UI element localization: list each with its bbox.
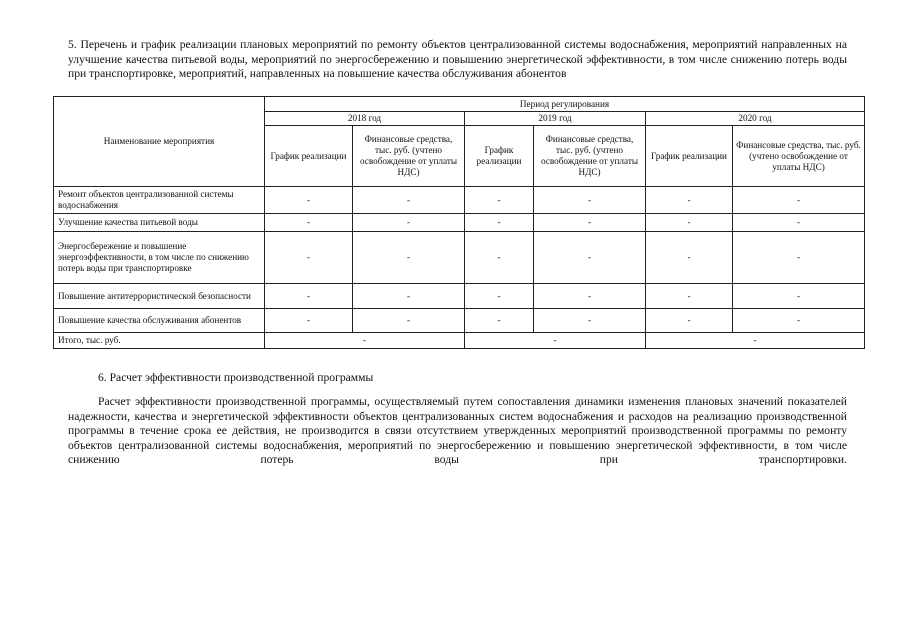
cell: - [353,284,465,309]
cell: - [465,284,534,309]
section-6-title: 6. Расчет эффективности производственной программы [98,371,374,384]
header-finance-2018: Финансовые средства, тыс. руб. (учтено освобождение от уплаты НДС) [353,126,465,187]
row-name: Ремонт объектов централизованной системы водоснабжения [54,187,265,214]
table-row [54,187,865,214]
total-2019: - [465,333,646,349]
table-total-row [54,333,865,349]
cell: - [646,309,733,333]
table-row [54,214,865,232]
header-name: Наименование мероприятия [54,97,265,187]
total-2020: - [646,333,865,349]
header-schedule-2019: График реализации [465,126,534,187]
cell: - [465,187,534,214]
cell: - [353,187,465,214]
total-2018: - [265,333,465,349]
table-row [54,284,865,309]
cell: - [265,284,353,309]
header-schedule-2020: График реализации [646,126,733,187]
cell: - [733,309,865,333]
cell: - [646,187,733,214]
cell: - [534,284,646,309]
cell: - [733,284,865,309]
header-finance-2020: Финансовые средства, тыс. руб. (учтено освобождение от уплаты НДС) [733,126,865,187]
row-name: Энергосбережение и повышение энергоэффективности, в том числе по снижению потерь воды при транспортировке [54,232,265,284]
header-finance-2019: Финансовые средства, тыс. руб. (учтено освобождение от уплаты НДС) [534,126,646,187]
cell: - [646,232,733,284]
cell: - [265,309,353,333]
cell: - [733,232,865,284]
section-5-paragraph: 5. Перечень и график реализации плановых мероприятий по ремонту объектов централизованной системы водоснабжения, мероприятий направленных на улучшение качества питьевой воды, мероприятий по энергосбережению и повышению энергетической эффективности, в том числе снижению потерь воды при транспортировке, мероприятий, направленных на повышение качества обслуживания абонентов [68,38,847,81]
table-row [54,309,865,333]
cell: - [353,214,465,232]
row-name: Повышение качества обслуживания абонентов [54,309,265,333]
cell: - [353,232,465,284]
table-row [54,232,865,284]
cell: - [534,232,646,284]
cell: - [265,232,353,284]
cell: - [465,214,534,232]
header-schedule-2018: График реализации [265,126,353,187]
cell: - [265,214,353,232]
row-name: Повышение антитеррористической безопасности [54,284,265,309]
total-label: Итого, тыс. руб. [54,333,265,349]
cell: - [534,309,646,333]
header-year-2020: 2020 год [646,112,865,126]
section-6-paragraph: Расчет эффективности производственной программы, осуществляемый путем сопоставления динамики изменения плановых значений показателей надежности, качества и энергетической эффективности объектов централизованных систем водоснабжения и расходов на реализацию производственной программы в течение срока ее действия, не производится в связи отсутствием утвержденных мероприятий производственной программы по ремонту объектов централизованной системы водоснабжения, мероприятий по энергосбережению и повышению энергетической эффективности, в том числе снижению потерь воды при транспортировки. [68,395,847,467]
header-year-2019: 2019 год [465,112,646,126]
header-year-2018: 2018 год [265,112,465,126]
cell: - [465,309,534,333]
events-table [53,96,865,349]
cell: - [733,187,865,214]
cell: - [646,214,733,232]
row-name: Улучшение качества питьевой воды [54,214,265,232]
cell: - [733,214,865,232]
cell: - [646,284,733,309]
cell: - [265,187,353,214]
cell: - [353,309,465,333]
cell: - [465,232,534,284]
cell: - [534,214,646,232]
header-period: Период регулирования [265,97,865,112]
cell: - [534,187,646,214]
